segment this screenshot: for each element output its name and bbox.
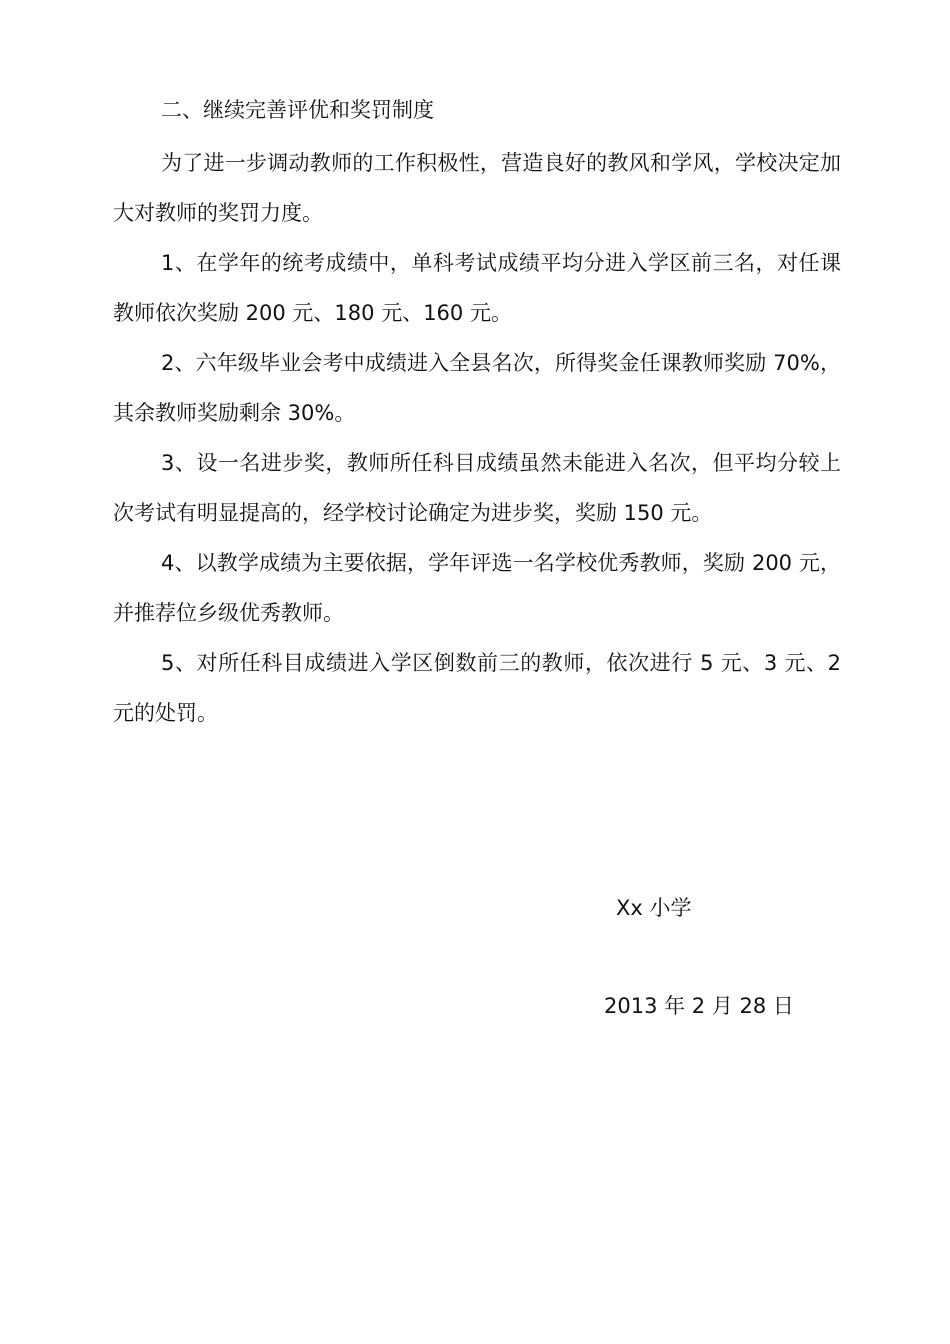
paragraph-intro: 为了进一步调动教师的工作积极性，营造良好的教风和学风，学校决定加大对教师的奖罚力度。: [113, 151, 841, 225]
paragraph-item-3: 3、设一名进步奖，教师所任科目成绩虽然未能进入名次，但平均分较上次考试有明显提高的，经学校讨论确定为进步奖，奖励 150 元。: [113, 451, 841, 525]
section-heading: 二、继续完善评优和奖罚制度: [161, 98, 434, 122]
paragraph-item-2: 2、六年级毕业会考中成绩进入全县名次，所得奖金任课教师奖励 70%，其余教师奖励剩余 30%。: [113, 351, 841, 425]
signature-date: 2013 年 2 月 28 日: [604, 994, 794, 1018]
document-body: [113, 88, 841, 738]
paragraph-item-4: 4、以教学成绩为主要依据，学年评选一名学校优秀教师，奖励 200 元，并推荐位乡级优秀教师。: [113, 551, 841, 625]
signature-school: Xx 小学: [616, 896, 692, 920]
paragraph-item-5: 5、对所任科目成绩进入学区倒数前三的教师，依次进行 5 元、3 元、2 元的处罚。: [113, 651, 841, 725]
paragraph-item-1: 1、在学年的统考成绩中，单科考试成绩平均分进入学区前三名，对任课教师依次奖励 200 元、180 元、160 元。: [113, 251, 841, 325]
